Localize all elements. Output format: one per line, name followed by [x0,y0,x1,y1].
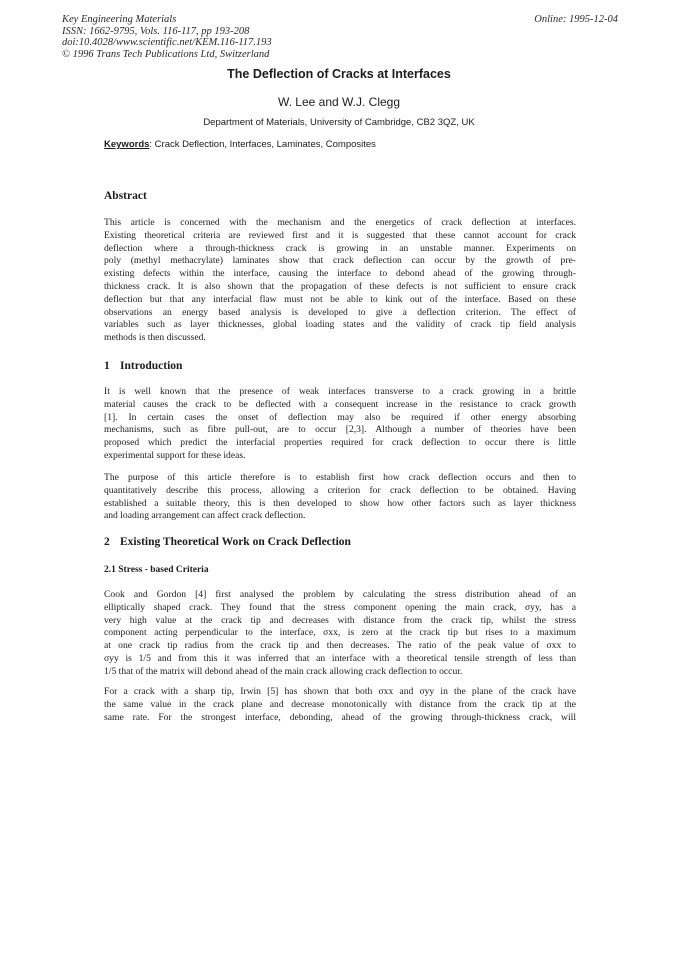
body-line: and loading arrangement can affect crack deflection. [104,510,306,522]
section-2-heading [104,536,351,548]
section-1-number: 1 [104,360,110,372]
body-line: material causes the crack to be deflected with a consequent increase in the resistance to crack growth [104,398,576,410]
section-2-paragraph-1 [104,589,576,679]
body-line: same rate. For the strongest interface, debonding, ahead of the growing through-thickness crack, will [104,711,576,723]
issn-line: ISSN: 1662-9795, Vols. 116-117, pp 193-208 [62,25,250,37]
journal-name: Key Engineering Materials [62,14,177,25]
abstract-line: Existing theoretical criteria are reviewed first and it is suggested that these cannot account for crack [104,229,576,241]
journal-header [62,14,272,60]
body-line: established a suitable theory, this is then developed to show how other factors such as layer thickness [104,497,576,509]
abstract-line: deflection where a through-thickness crack is growing in an unstable manner. Experiments on [104,242,576,254]
body-line: Cook and Gordon [4] first analysed the problem by calculating the stress distribution ahead of an [104,589,576,600]
body-line: experimental support for these ideas. [104,449,246,461]
section-1-paragraph-2 [104,472,576,523]
abstract-line: deflection but that any interfacial flaw must not be able to kink out of the interface. Based on these [104,293,576,305]
body-line: very high value at the crack tip and decreases with distance from the crack tip, whilst the stress [104,614,576,626]
keywords-text: : Crack Deflection, Interfaces, Laminates, Composites [149,139,376,150]
body-line: proposed which predict the interfacial properties required for crack deflection to occur there is little [104,437,576,449]
body-line: component acting perpendicular to the interface, σxx, is zero at the crack tip but rises to a maximum [104,627,576,639]
online-date: Online: 1995-12-04 [534,14,618,25]
body-line: [1]. In certain cases the onset of deflection may also be required if other energy absorbing [104,411,576,423]
section-2-number: 2 [104,536,110,548]
paper-authors: W. Lee and W.J. Clegg [277,95,401,109]
body-line: It is well known that the presence of weak interfaces transverse to a crack growing in a brittle [104,386,576,397]
body-line: the same value in the crack plane and decrease monotonically with distance from the crack tip at the [104,698,576,710]
body-line: The purpose of this article therefore is to establish first how crack deflection occurs and then to [104,472,576,483]
body-line: σyy is 1/5 and from this it was inferred that an interface with a theoretical tensile strength of less than [104,652,576,664]
section-1-heading [104,360,182,372]
keywords-line [104,139,376,150]
body-line: For a crack with a sharp tip, Irwin [5] has shown that both σxx and σyy in the plane of the crack have [104,686,576,697]
keywords-label: Keywords [104,139,150,150]
abstract-line: existing defects within the interface, causing the interface to debond ahead of the growing through- [104,268,576,280]
body-line: at one crack tip radius from the crack tip and then decreases. The ratio of the peak value of σxx to [104,640,576,652]
section-2-paragraph-2 [104,686,576,724]
section-1-paragraph-1 [104,386,576,463]
abstract-line: thickness crack. It is also shown that the propagation of these defects is not sufficient to ensure crack [104,280,576,292]
abstract-heading: Abstract [104,190,147,202]
body-line: elliptically shaped crack. They found that the stress component opening the main crack, σyy, has a [104,601,576,613]
abstract-paragraph [104,217,576,345]
abstract-line: observations an energy based analysis is developed to give a deflection criterion. The effect of [104,306,576,318]
section-1-title: Introduction [120,360,183,372]
subsection-2-1-heading: 2.1 Stress - based Criteria [104,565,209,575]
body-line: quantitatively describe this process, allowing a criterion for crack deflection to be obtained. Having [104,484,576,496]
abstract-line: methods is then discussed. [104,332,206,344]
section-2-title: Existing Theoretical Work on Crack Deflection [120,536,351,548]
abstract-line: variables such as layer thicknesses, global loading states and the validity of crack tip field analysis [104,319,576,331]
copyright-line: © 1996 Trans Tech Publications Ltd, Switzerland [62,48,270,60]
author-affiliation: Department of Materials, University of Cambridge, CB2 3QZ, UK [203,117,475,128]
abstract-line: This article is concerned with the mechanism and the energetics of crack deflection at interfaces. [104,217,576,228]
doi-line[interactable]: doi:10.4028/www.scientific.net/KEM.116-117.193 [62,37,272,48]
paper-title: The Deflection of Cracks at Interfaces [227,67,451,81]
body-line: 1/5 that of the matrix will debond ahead of the main crack allowing crack deflection to occur. [104,665,463,677]
abstract-line: poly (methyl methacrylate) laminates show that crack deflection can occur by the growth of pre- [104,255,576,267]
body-line: mechanisms, such as fibre pull-out, are to occur [2,3]. Although a number of theories have been [104,424,576,436]
